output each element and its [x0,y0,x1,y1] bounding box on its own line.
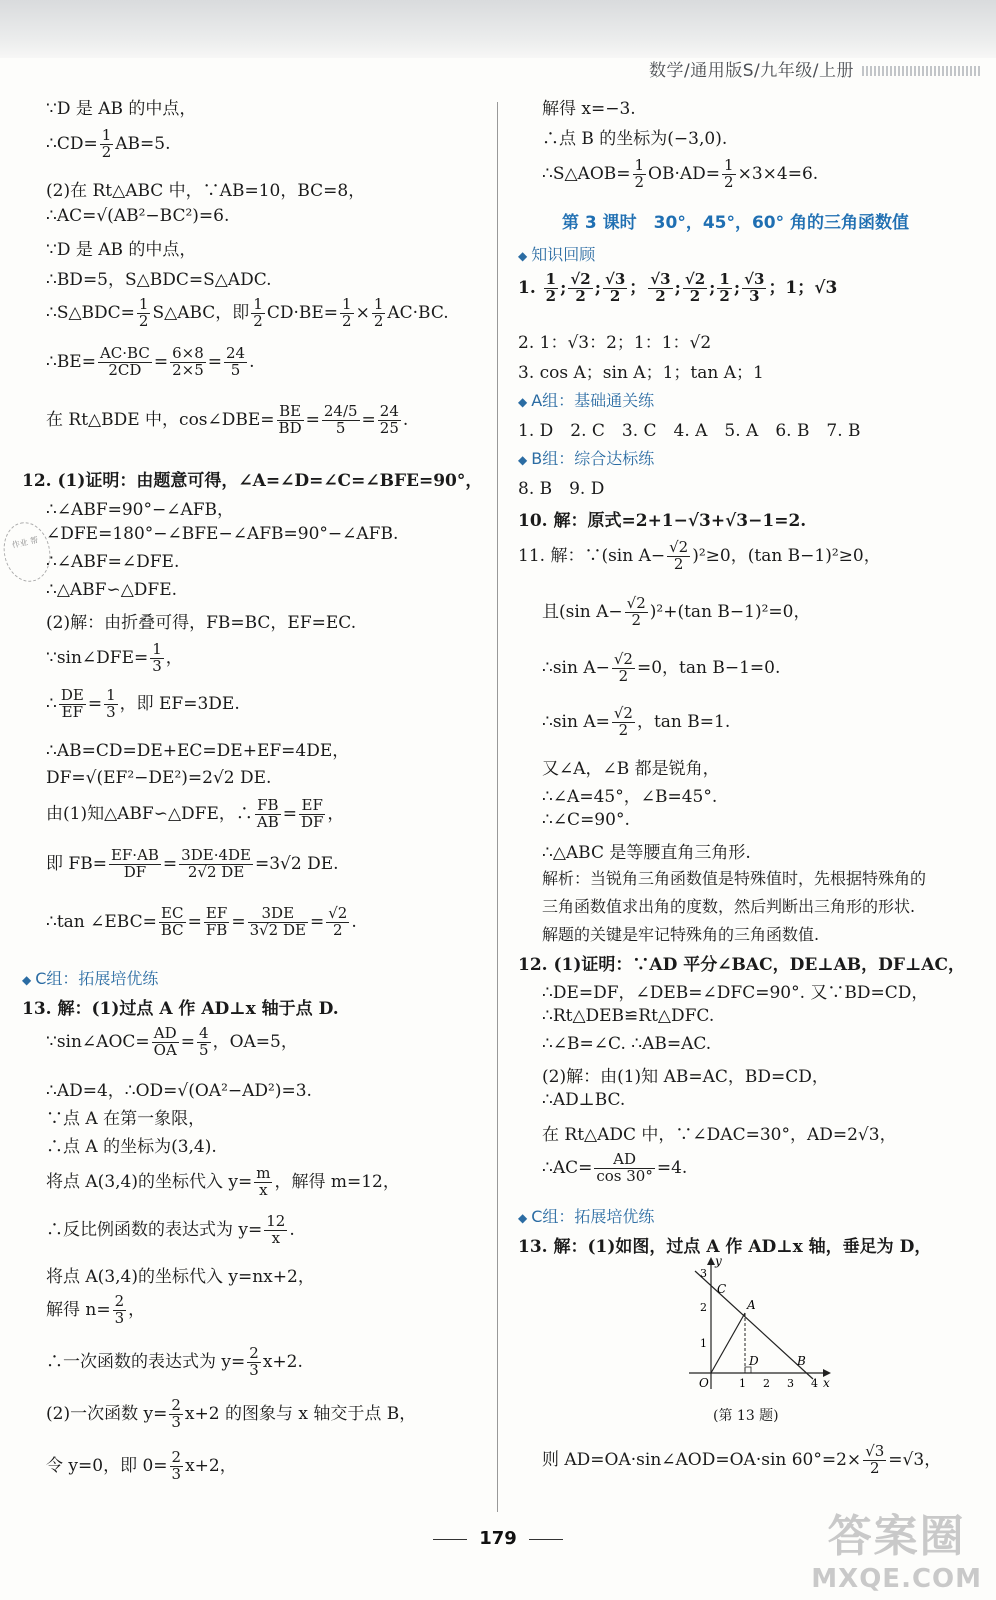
text-line: 11. 解：∵(sin A− $\frac{√2}{2}$ )²≥0，(tan B−1)²≥0， [518,538,881,573]
text-line: ∴∠ABF=90°−∠AFB， [46,500,235,520]
text-line: DF=√(EF²−DE²)=2√2 DE. [46,768,272,788]
text-line: 10. 解：原式=2+1−√3+√3−1=2. [518,511,807,531]
text-line: ∴tan ∠EBC= $\frac{EC}{BC}$ = $\frac{EF}{FB}$ = $\frac{3DE}{3√2 DE}$ = $\frac{√2}{2}$ . [46,904,357,939]
text-line: ∴一次函数的表达式为 y= $\frac{2}{3}$ x+2. [46,1344,303,1379]
text-line: 13. 解：(1)如图，过点 A 作 AD⊥x 轴，垂足为 D， [518,1237,932,1257]
text-line: 三角函数值求出角的度数，然后判断出三角形的形状. [542,897,916,916]
text-line: 由(1)知△ABF∽△DFE，∴ $\frac{FB}{AB}$ = $\frac{EF}{DF}$ ， [46,796,345,831]
text-line: (2)解：由(1)知 AB=AC，BD=CD， [542,1067,829,1087]
text-line: ∴AD⊥BC. [542,1090,626,1110]
diamond-icon: ◆ [518,249,528,263]
text-line: ∵D 是 AB 的中点， [46,99,197,119]
stamp: 作业 帮 [0,518,56,586]
y-axis-arrow [707,1257,715,1265]
tick-x-4: 4 [811,1377,818,1390]
text-line: ∴AC= $\frac{AD}{\cos 30^\circ}$ =4. [542,1150,688,1185]
text-line: ∴Rt△DEB≌Rt△DFC. [542,1006,715,1026]
text-line: ∴∠C=90°. [542,810,630,830]
tick-x-3: 3 [787,1377,794,1390]
page-header [649,56,982,81]
text-line: 令 y=0，即 0= $\frac{2}{3}$ x+2， [46,1448,237,1483]
header-title: 数学/通用版S/九年级/上册 [649,61,854,81]
text-line: ∴sin A= $\frac{√2}{2}$ ，tan B=1. [542,704,731,739]
label-o: O [699,1376,709,1390]
text-line: ∴sin A− $\frac{√2}{2}$ =0，tan B−1=0. [542,650,781,685]
text-line: 3. cos A；sin A；1；tan A；1 [518,363,764,383]
diamond-icon: ◆ [22,973,32,987]
text-line: 13. 解：(1)过点 A 作 AD⊥x 轴于点 D. [22,999,339,1019]
text-line: ∵sin∠DFE= $\frac{1}{3}$ ， [46,640,183,675]
text-line: (2)一次函数 y= $\frac{2}{3}$ x+2 的图象与 x 轴交于点 B， [46,1396,417,1431]
text-line: 且(sin A− $\frac{√2}{2}$ )²+(tan B−1)²=0， [542,594,811,629]
text-line: (2)在 Rt△ABC 中，∵AB=10，BC=8， [46,181,366,201]
watermark: 答案圈 MXQE.COM [811,1511,982,1594]
text-line: ∴S△AOB= $\frac{1}{2}$ OB·AD= $\frac{1}{2}$ ×3×4=6. [542,156,819,191]
text-line: 则 AD=OA·sin∠AOD=OA·sin 60°=2× $\frac{√3}{2}$ =√3， [542,1442,942,1477]
text-line: ∴AC=√(AB²−BC²)=6. [46,206,230,226]
text-line: 解析：当锐角三角函数值是特殊值时，先根据特殊角的 [542,869,927,888]
diamond-icon: ◆ [518,1211,528,1225]
text-line: 解题的关键是牢记特殊角的三角函数值. [542,925,820,944]
text-line: 即 FB= $\frac{EF\cdot AB}{DF}$ = $\frac{3DE\cdot 4DE}{2√2 DE}$ =3√2 DE. [46,846,339,881]
text-line: 1. D 2. C 3. C 4. A 5. A 6. B 7. B [518,421,861,441]
tick-y-2: 2 [700,1301,707,1314]
text-line: ∴△ABC 是等腰直角三角形. [542,843,751,863]
text-line: 12. (1)证明：∵AD 平分∠BAC，DE⊥AB，DF⊥AC， [518,955,966,975]
text-line: 又∠A，∠B 都是锐角， [542,759,720,779]
text-line: 1. $\frac{1}{2}$ ; $\frac{√2}{2}$ ; $\frac{√3}{2}$ ； $\frac{√3}{2}$ ; $\frac{√2}{2}$ ; $\frac{1}{2}$ ; $\frac{√3}{3}$ ；1；√3 [518,270,838,305]
tick-y-3: 3 [700,1267,707,1280]
column-divider [497,102,498,1512]
text-line: ∴点 B 的坐标为(−3,0). [542,129,728,149]
section-heading-c: ◆ C组：拓展培优练 [518,1207,655,1226]
segment-oa [711,1313,745,1373]
label-d: D [749,1354,759,1368]
tick-x-2: 2 [763,1377,770,1390]
text-line: ∴AD=4，∴OD=√(OA²−AD²)=3. [46,1081,312,1101]
text-line: ∴BE= $\frac{AC\cdot BC}{2CD}$ = $\frac{6\times 8}{2\times 5}$ = $\frac{24}{5}$ . [46,344,255,379]
label-a: A [747,1298,756,1312]
text-line: ∴CD= $\frac{1}{2}$ AB=5. [46,126,171,161]
text-line: ∴∠ABF=∠DFE. [46,552,180,572]
label-b: B [797,1354,806,1368]
text-line: 2. 1：√3：2；1：1：√2 [518,333,712,353]
lesson-title: 第 3 课时 30°，45°，60° 角的三角函数值 [562,213,910,233]
tick-y-1: 1 [700,1337,707,1350]
text-line: ∴△ABF∽△DFE. [46,580,178,600]
page-number: 179 [0,1528,996,1549]
text-line: ∵sin∠AOC= $\frac{AD}{OA}$ = $\frac{4}{5}$ ，OA=5， [46,1024,298,1059]
text-line: ∴DE=DF，∠DEB=∠DFC=90°. 又∵BD=CD， [542,983,929,1003]
text-line: 在 Rt△ADC 中，∵∠DAC=30°，AD=2√3， [542,1125,897,1145]
header-decoration [862,66,982,76]
section-heading-b: ◆ B组：综合达标练 [518,449,655,468]
label-y: y [715,1255,722,1268]
section-heading-review: ◆ 知识回顾 [518,245,596,264]
diamond-icon: ◆ [518,395,528,409]
text-line: 将点 A(3,4)的坐标代入 y=nx+2， [46,1267,315,1287]
text-line: ∴AB=CD=DE+EC=DE+EF=4DE， [46,741,350,761]
text-line: 12. (1)证明：由题意可得，∠A=∠D=∠C=∠BFE=90°， [22,471,483,491]
section-heading-a: ◆ A组：基础通关练 [518,391,655,410]
text-line: ∠DFE=180°−∠BFE−∠AFB=90°−∠AFB. [46,524,399,544]
text-line: ∴S△BDC= $\frac{1}{2}$ S△ABC，即 $\frac{1}{2}$ CD·BE= $\frac{1}{2}$ × $\frac{1}{2}$ AC·BC. [46,295,449,330]
text-line: (2)解：由折叠可得，FB=BC，EF=EC. [46,613,357,633]
text-line: 在 Rt△BDE 中，cos∠DBE= $\frac{BE}{BD}$ = $\frac{24/5}{5}$ = $\frac{24}{25}$ . [46,402,409,437]
label-x: x [823,1376,830,1390]
text-line: ∴BD=5，S△BDC=S△ADC. [46,270,272,290]
section-heading-c: ◆ C组：拓展培优练 [22,969,159,988]
text-line: ∴点 A 的坐标为(3,4). [46,1137,217,1157]
label-c: C [717,1282,727,1296]
text-line: ∴∠A=45°，∠B=45°. [542,787,718,807]
diamond-icon: ◆ [518,453,528,467]
text-line: 解得 n= $\frac{2}{3}$ ， [46,1292,146,1327]
text-line: 8. B 9. D [518,479,605,499]
text-line: 解得 x=−3. [542,99,636,119]
coordinate-figure [673,1255,833,1395]
text-line: ∵点 A 在第一象限， [46,1109,206,1129]
text-line: ∴ $\frac{DE}{EF}$ = $\frac{1}{3}$ ，即 EF=3DE. [46,686,240,721]
figure-caption: (第 13 题) [713,1408,779,1424]
text-line: ∴∠B=∠C. ∴AB=AC. [542,1034,712,1054]
tick-x-1: 1 [739,1377,746,1390]
top-band [0,0,996,58]
text-line: ∴反比例函数的表达式为 y= $\frac{12}{x}$ . [46,1212,295,1247]
text-line: ∵D 是 AB 的中点， [46,240,197,260]
text-line: 将点 A(3,4)的坐标代入 y= $\frac{m}{x}$ ，解得 m=12， [46,1164,400,1199]
